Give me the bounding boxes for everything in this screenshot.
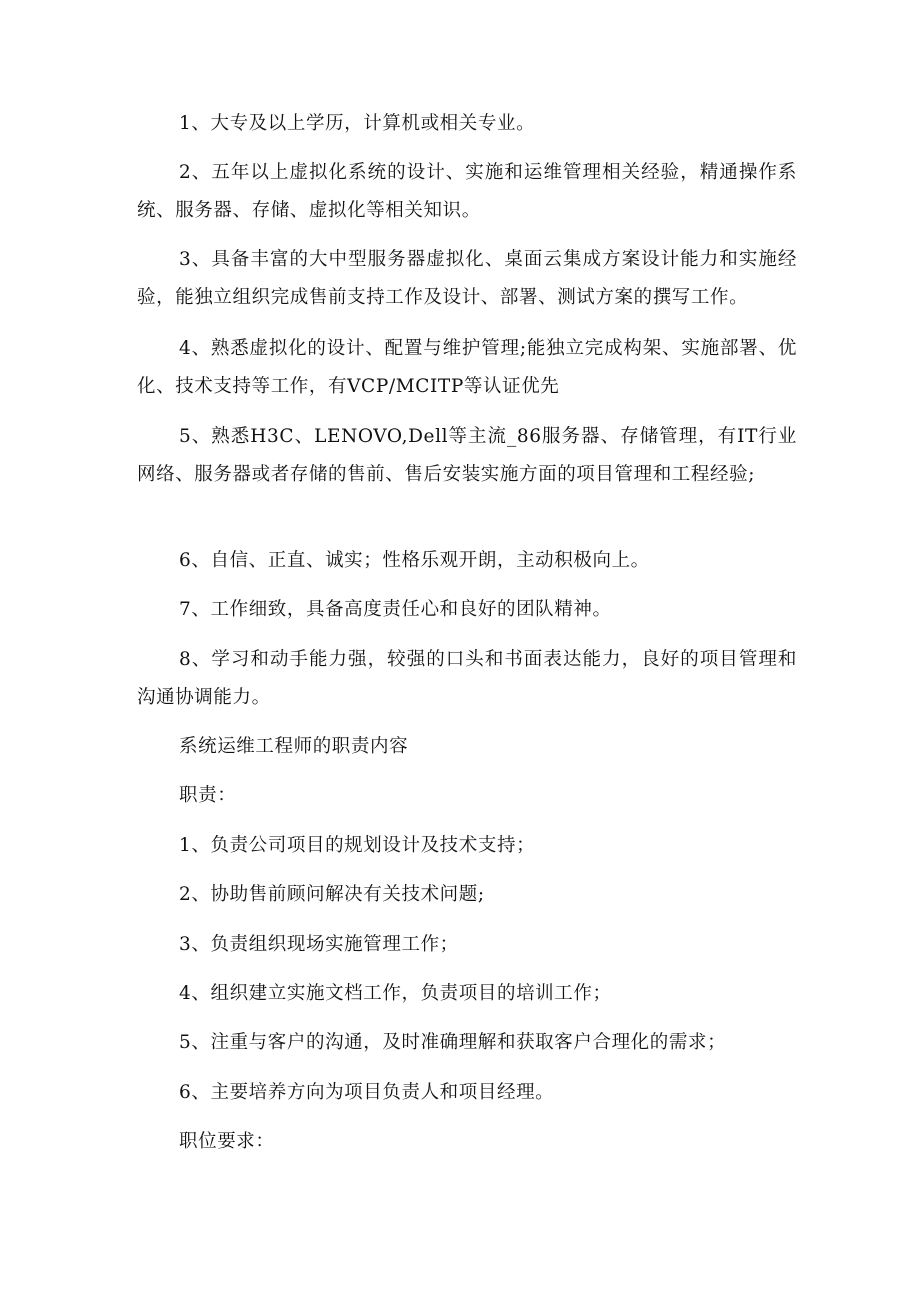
duty-1: 1、负责公司项目的规划设计及技术支持； — [179, 835, 536, 856]
requirement-6: 6、自信、正直、诚实；性格乐观开朗，主动积极向上。 — [179, 550, 650, 571]
requirement-7: 7、工作细致，具备高度责任心和良好的团队精神。 — [179, 599, 612, 620]
duty-6: 6、主要培养方向为项目负责人和项目经理。 — [179, 1082, 555, 1103]
duty-3: 3、负责组织现场实施管理工作； — [179, 934, 459, 955]
requirement-2: 2、五年以上虚拟化系统的设计、实施和运维管理相关经验，精通操作系统、服务器、存储、虚拟化等相关知识。 — [137, 162, 797, 221]
requirement-4: 4、熟悉虚拟化的设计、配置与维护管理;能独立完成构架、实施部署、优化、技术支持等工作，有VCP/MCITP等认证优先 — [137, 338, 797, 397]
section-title: 系统运维工程师的职责内容 — [179, 736, 409, 757]
requirement-3: 3、具备丰富的大中型服务器虚拟化、桌面云集成方案设计能力和实施经验，能独立组织完成售前支持工作及设计、部署、测试方案的撰写工作。 — [137, 249, 797, 308]
position-requirements-heading: 职位要求： — [179, 1131, 275, 1152]
duties-heading: 职责： — [179, 785, 237, 806]
duty-5: 5、注重与客户的沟通，及时准确理解和获取客户合理化的需求； — [179, 1032, 727, 1053]
duty-4: 4、组织建立实施文档工作，负责项目的培训工作； — [179, 983, 612, 1004]
requirement-5: 5、熟悉H3C、LENOVO,Dell等主流_86服务器、存储管理，有IT行业网络、服务器或者存储的售前、售后安装实施方面的项目管理和工程经验; — [137, 426, 797, 485]
duty-2: 2、协助售前顾问解决有关技术问题; — [179, 884, 485, 905]
requirement-8: 8、学习和动手能力强，较强的口头和书面表达能力，良好的项目管理和沟通协调能力。 — [137, 649, 797, 708]
requirement-1: 1、大专及以上学历，计算机或相关专业。 — [179, 113, 536, 134]
